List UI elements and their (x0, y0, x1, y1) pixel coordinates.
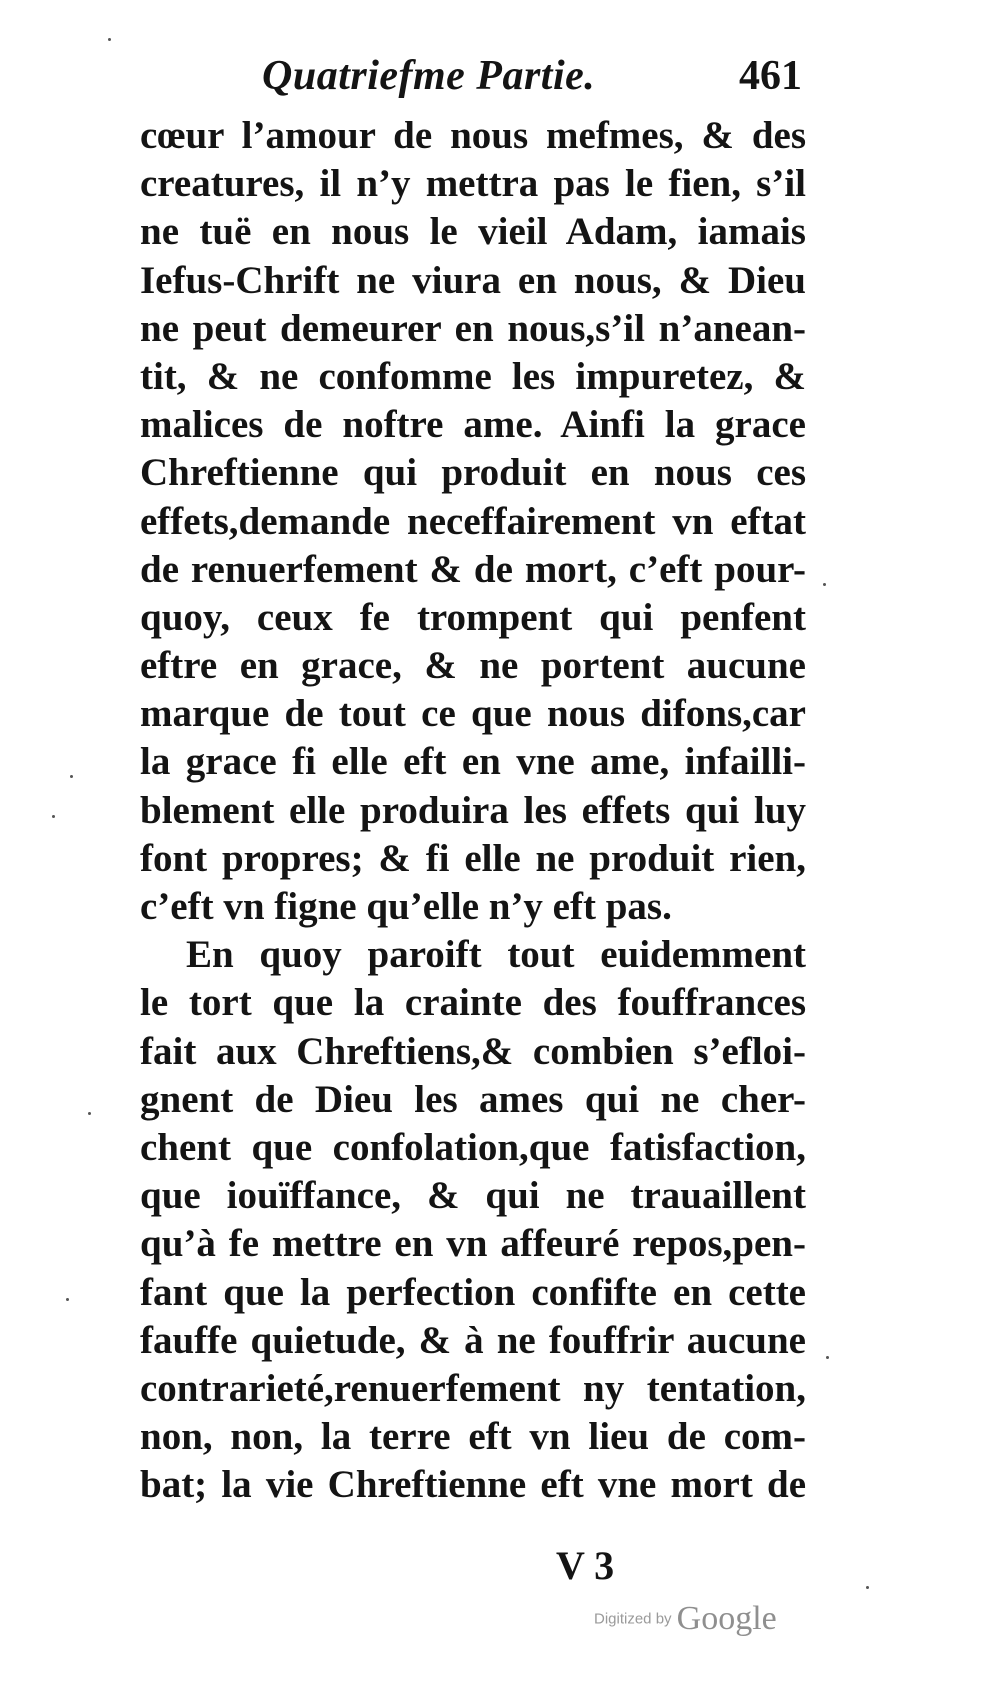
text-line: ne tuë en nous le vieil Adam, iamais (140, 210, 806, 254)
text-line: le tort que la crainte des fouffrances (140, 981, 806, 1025)
text-line: fauffe quietude, & à ne fouffrir aucune (140, 1318, 806, 1362)
text-line: de renuerfement & de mort, c’eft pour- (140, 547, 806, 591)
text-line: fait aux Chreftiens,& combien s’efloi- (140, 1029, 806, 1073)
text-line: effets,demande neceffairement vn eftat (140, 499, 806, 543)
text-line: la grace fi elle eft en vne ame, infailli- (140, 740, 806, 784)
text-line: non, non, la terre eft vn lieu de com- (140, 1415, 806, 1459)
scan-speck (52, 815, 55, 818)
text-line: creatures, il n’y mettra pas le fien, s’il (140, 162, 806, 206)
text-line: blement elle produira les effets qui luy (140, 788, 806, 832)
scan-speck (88, 1112, 91, 1115)
scan-speck (826, 1356, 829, 1359)
scan-speck (823, 583, 826, 586)
text-line: font propres; & fi elle ne produit rien, (140, 836, 806, 880)
scan-speck (108, 38, 111, 41)
text-line: chent que confolation,que fatisfaction, (140, 1125, 806, 1169)
text-line: fant que la perfection confifte en cette (140, 1270, 806, 1314)
text-line: ne peut demeurer en nous,s’il n’anean- (140, 306, 806, 350)
signature-mark: V 3 (556, 1543, 615, 1588)
text-line: eftre en grace, & ne portent aucune (140, 644, 806, 688)
text-line: qu’à fe mettre en vn affeuré repos,pen- (140, 1222, 806, 1266)
text-line: contrarieté,renuerfement ny tentation, (140, 1366, 806, 1410)
body-text (140, 112, 806, 1509)
scan-speck (70, 775, 73, 778)
running-head (262, 52, 822, 112)
scan-speck (66, 1298, 69, 1301)
page-number: 461 (739, 53, 802, 99)
running-title: Quatriefme Partie. (262, 53, 596, 99)
paragraph-first-line: En quoy paroift tout euidemment (186, 933, 806, 977)
text-line: cœur l’amour de nous mefmes, & des (140, 114, 806, 157)
text-line: quoy, ceux fe trompent qui penfent (140, 595, 806, 639)
watermark-prefix: Digitized by (594, 1610, 672, 1628)
digitization-watermark (594, 1600, 777, 1638)
text-line: c’eft vn figne qu’elle n’y eft pas. (140, 885, 672, 928)
text-line: gnent de Dieu les ames qui ne cher- (140, 1077, 806, 1121)
text-line: marque de tout ce que nous difons,car (140, 692, 806, 736)
text-line: que iouïffance, & qui ne trauaillent (140, 1174, 806, 1218)
google-logo: Google (676, 1600, 777, 1637)
text-line: Chreftienne qui produit en nous ces (140, 451, 806, 495)
text-line: tit, & ne confomme les impuretez, & (140, 354, 806, 398)
scan-speck (866, 1586, 869, 1589)
text-line: malices de noftre ame. Ainfi la grace (140, 403, 806, 447)
text-line: bat; la vie Chreftienne eft vne mort de (140, 1463, 806, 1507)
text-line: Iefus-Chrift ne viura en nous, & Dieu (140, 258, 806, 302)
